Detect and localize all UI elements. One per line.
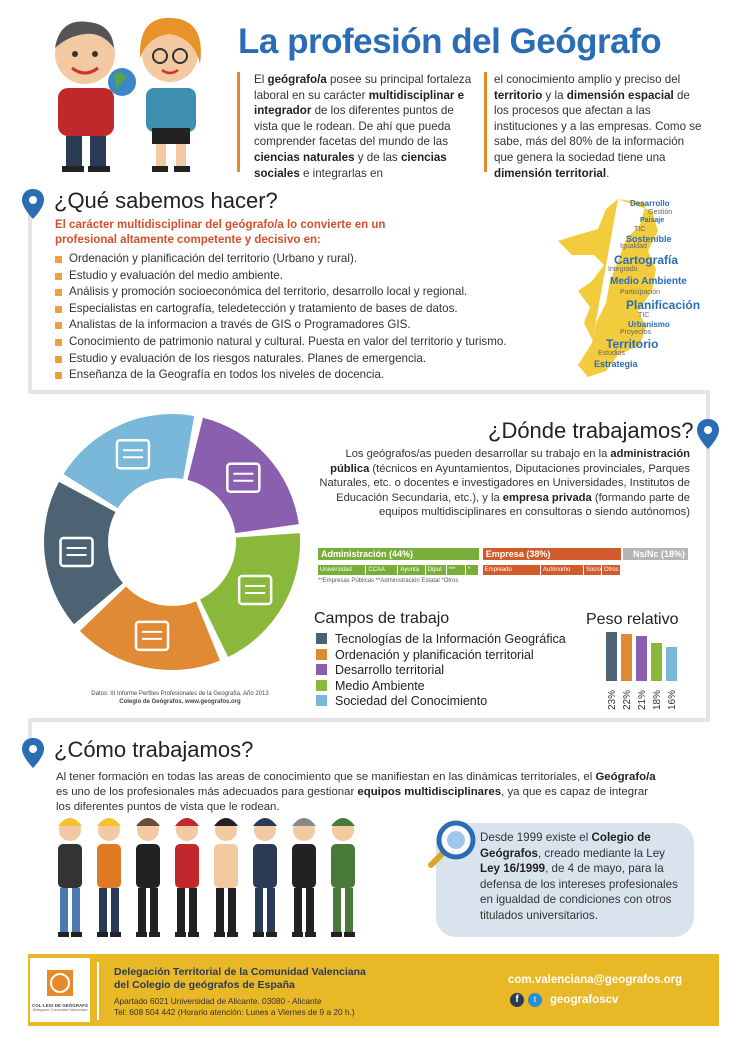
legend-swatch xyxy=(316,664,327,675)
footer-email[interactable]: com.valenciana@geografos.org xyxy=(508,974,683,986)
source-line-1: Datos: III Informe Perfiles Profesionales de la Geografía. Año 2013 xyxy=(91,691,269,697)
logo-text: COL·LEGI DE GEÒGRAFS xyxy=(31,1003,88,1008)
sector-sub-segment: Otros xyxy=(602,565,621,575)
colegio-logo xyxy=(30,958,90,1022)
bold-run: equipos multidisciplinares xyxy=(357,786,502,798)
sector-sub-segment: Diput xyxy=(426,565,447,575)
page-title: La profesión del Geógrafo xyxy=(238,22,662,61)
colegio-info-text xyxy=(480,830,678,923)
peso-label: 23% xyxy=(607,689,618,710)
professional-figure-icon xyxy=(214,818,238,937)
donut-segment xyxy=(200,533,300,657)
sector-bar-segment: Ns/Nc (18%) xyxy=(623,548,688,560)
section-como-text xyxy=(56,770,656,815)
magnifier-icon xyxy=(428,816,480,868)
text-run: el conocimiento amplio y preciso del xyxy=(494,73,681,86)
peso-chart xyxy=(606,632,686,681)
bold-run: Geógrafo/a xyxy=(595,771,656,783)
bold-run: ciencias naturales xyxy=(254,150,355,164)
map-tag: Sostenible xyxy=(626,234,672,244)
text-run: . xyxy=(606,166,610,180)
professional-figure-icon xyxy=(292,818,316,937)
logo-sub: Delegació Comunitat Valenciana xyxy=(32,1008,88,1012)
legend-swatch xyxy=(316,680,327,691)
skill-item: Estudio y evaluación del medio ambiente. xyxy=(55,268,555,285)
text-run: , ya que es capaz de integrar los diferentes puntos de vista que le rodean. xyxy=(56,786,649,813)
section-donde-bottom-line xyxy=(28,718,710,722)
campos-legend-item xyxy=(316,679,425,694)
legend-label: Medio Ambiente xyxy=(335,678,425,693)
work-fields-donut xyxy=(38,408,306,676)
bold-run: dimensión territorial xyxy=(494,166,607,180)
map-tag: Estrategia xyxy=(594,359,638,369)
peso-title: Peso relativo xyxy=(586,611,679,628)
sector-bar-segment: Empresa (38%) xyxy=(483,548,622,560)
footer-social-handle[interactable]: geografoscv xyxy=(550,994,619,1006)
source-line-2: Colegio de Geógrafos. www.geografos.org xyxy=(119,699,241,705)
location-pin-icon xyxy=(22,738,44,768)
text-run: , de 4 de mayo, para la defensa de los intereses profesionales en igualdad de condiciones con otros titulados universitarios. xyxy=(480,862,678,922)
campos-legend-item xyxy=(316,648,534,663)
peso-label: 22% xyxy=(622,689,633,710)
bold-run: geógrafo/a xyxy=(267,73,327,86)
sector-sub-segment: * xyxy=(466,565,479,575)
bold-run: Ley 16/1999 xyxy=(480,862,546,875)
text-run: e integrarlas en xyxy=(299,166,383,180)
map-tag: Igualdad xyxy=(620,243,647,250)
professional-figure-icon xyxy=(58,818,82,937)
professional-figure-icon xyxy=(253,818,277,937)
text-run: El xyxy=(254,73,268,86)
map-tag: Estudios xyxy=(598,350,625,357)
peso-bar xyxy=(666,647,677,681)
professional-figure-icon xyxy=(97,818,121,937)
bold-run: Colegio de Geógrafos xyxy=(480,831,651,860)
donut-segment xyxy=(63,414,194,508)
sector-bar-note: **Empresas Públicas **Administración Estatal *Otros xyxy=(318,578,459,584)
peso-bar xyxy=(621,634,632,681)
bold-run: ciencias sociales xyxy=(254,150,447,180)
colegio-logo-icon xyxy=(45,968,75,998)
text-run: es uno de los profesionales más adecuados para gestionar xyxy=(56,786,358,798)
donut-segment xyxy=(187,418,298,533)
text-run: Desde 1999 existe el xyxy=(480,831,592,844)
skill-item: Enseñanza de la Geografía en todos los niveles de docencia. xyxy=(55,367,555,384)
header-illustration xyxy=(30,10,220,175)
facebook-icon[interactable]: f xyxy=(510,993,524,1007)
skill-item: Especialistas en cartografía, teledetección y tratamiento de bases de datos. xyxy=(55,301,555,318)
text-run: posee su principal fortaleza laboral en su carácter xyxy=(254,73,472,102)
professional-figure-icon xyxy=(136,818,160,937)
map-tag: TIC xyxy=(638,312,650,319)
map-tag: Proyectos xyxy=(620,329,652,336)
peso-label: 16% xyxy=(667,689,678,710)
header-divider-1 xyxy=(237,72,240,172)
map-tag: Urbanismo xyxy=(628,320,670,329)
section-como-heading: ¿Cómo trabajamos? xyxy=(54,737,254,762)
location-pin-icon xyxy=(697,419,719,449)
map-tag: Cartografía xyxy=(614,253,679,267)
sector-sub-segment: Ayunta xyxy=(398,565,425,575)
valencia-map xyxy=(548,195,718,380)
section-donde-text xyxy=(318,447,690,520)
map-tag: TIC xyxy=(634,226,646,233)
peso-bar xyxy=(606,632,617,681)
header-col1 xyxy=(254,72,476,181)
peso-bar xyxy=(651,643,662,681)
twitter-icon[interactable]: t xyxy=(528,993,542,1007)
legend-label: Ordenación y planificación territorial xyxy=(335,647,534,662)
skill-item: Análisis y promoción socioeconómica del territorio, desarrollo local y regional. xyxy=(55,284,555,301)
footer-org-2: del Colegio de geógrafos de España xyxy=(114,979,295,991)
legend-label: Sociedad del Conocimiento xyxy=(335,694,488,708)
campos-title: Campos de trabajo xyxy=(314,610,450,627)
sector-sub-segment: Empleado xyxy=(483,565,541,575)
location-pin-icon xyxy=(22,189,44,219)
sector-sub-segment: Autónomo xyxy=(541,565,584,575)
section-donde-heading: ¿Dónde trabajamos? xyxy=(488,418,694,443)
text-run: , creado mediante la Ley xyxy=(537,846,665,860)
footer-address: Apartado 6021 Universidad de Alicante. 03080 - Alicante xyxy=(114,996,322,1006)
legend-swatch xyxy=(316,633,327,644)
people-globe-icon xyxy=(30,10,220,175)
bold-run: empresa privada xyxy=(502,491,592,504)
source-note xyxy=(62,690,298,706)
skill-item: Estudio y evaluación de los riesgos naturales. Planes de emergencia. xyxy=(55,351,555,368)
section-que-frame xyxy=(28,212,32,392)
professionals-illustration xyxy=(52,812,382,944)
text-run: (formando parte de equipos multidisciplinares en consultoras o siendo autónomos) xyxy=(379,491,690,518)
bold-run: multidisciplinar e integrador xyxy=(254,88,465,118)
peso-label: 18% xyxy=(652,689,663,710)
map-tag: Territorio xyxy=(606,337,659,351)
region-map-icon xyxy=(548,195,718,380)
text-run: y de las xyxy=(354,150,401,164)
section-que-bottom-line xyxy=(28,390,588,394)
map-tag: Paisaje xyxy=(640,217,665,224)
header-col2 xyxy=(494,72,704,181)
map-tag: Desarrollo xyxy=(630,199,670,208)
section-donde-line xyxy=(588,390,710,394)
text-run: Al tener formación en todas las areas de conocimiento que se manifiestan en las dinámicas territoriales, el xyxy=(56,771,596,783)
peso-bar xyxy=(636,636,647,681)
peso-label: 21% xyxy=(637,689,648,710)
sector-bar xyxy=(318,548,688,588)
text-run: Los geógrafos/as pueden desarrollar su trabajo en la xyxy=(345,448,611,460)
text-run: y la xyxy=(542,88,567,102)
footer-phone: Tel: 608 504 442 (Horario atención: Lunes a Viernes de 9 a 20 h.) xyxy=(114,1007,355,1017)
sector-sub-segment: Universidad xyxy=(318,565,366,575)
sector-sub-segment: Socio xyxy=(585,567,601,573)
skill-item: Conocimiento de patrimonio natural y cultural. Puesta en valor del territorio y turismo. xyxy=(55,334,555,351)
campos-legend-item xyxy=(316,663,444,678)
skill-item: Analistas de la informacion a través de GIS o Programadores GIS. xyxy=(55,317,555,334)
campos-legend-item xyxy=(316,632,566,647)
text-run: de los diferentes puntos de vista que le rodean. De ahí que pueda comprender facetas del mundo de las xyxy=(254,104,454,149)
legend-swatch xyxy=(316,695,327,706)
text-run: (técnicos en Ayuntamientos, Diputaciones provinciales, Parques Naturales, etc. o docentes e investigadores en Universidades, Institutos de Educación Secundaria, etc.), y la xyxy=(319,462,690,504)
skill-item: Ordenación y planificación del territorio (Urbano y rural). xyxy=(55,251,555,268)
professional-figure-icon xyxy=(175,818,199,937)
bold-run: administración pública xyxy=(330,448,690,475)
section-que-intro: El carácter multidisciplinar del geógrafo/a lo convierte en un profesional altamente competente y decisivo en: xyxy=(55,219,386,246)
header-divider-2 xyxy=(484,72,487,172)
bold-run: territorio xyxy=(494,88,543,102)
skills-list xyxy=(55,251,555,384)
footer-org-1: Delegación Territorial de la Comunidad Valenciana xyxy=(114,966,366,978)
legend-label: Desarrollo territorial xyxy=(335,663,445,677)
text-run: de los procesos que afectan a las instituciones y a las empresas. Como se sabe, más del 80% de la información que genera la sociedad tiene una xyxy=(494,88,702,164)
section-que-heading: ¿Qué sabemos hacer? xyxy=(54,188,278,213)
sector-sub-segment: *** xyxy=(447,565,466,575)
map-tag: Planificación xyxy=(626,298,701,312)
sector-sub-segment: CCAA xyxy=(366,565,398,575)
professional-figure-icon xyxy=(331,818,355,937)
map-tag: Gestión xyxy=(648,209,673,216)
legend-label: Tecnologías de la Información Geográfica xyxy=(335,632,566,646)
legend-swatch xyxy=(316,649,327,660)
bold-run: dimensión espacial xyxy=(566,88,674,102)
map-tag: Integrado xyxy=(608,266,638,273)
map-tag: Medio Ambiente xyxy=(610,276,687,287)
campos-legend-item xyxy=(316,694,487,709)
sector-bar-segment: Administración (44%) xyxy=(318,548,479,560)
footer-divider xyxy=(97,962,99,1020)
map-tag: Participación xyxy=(620,289,661,296)
